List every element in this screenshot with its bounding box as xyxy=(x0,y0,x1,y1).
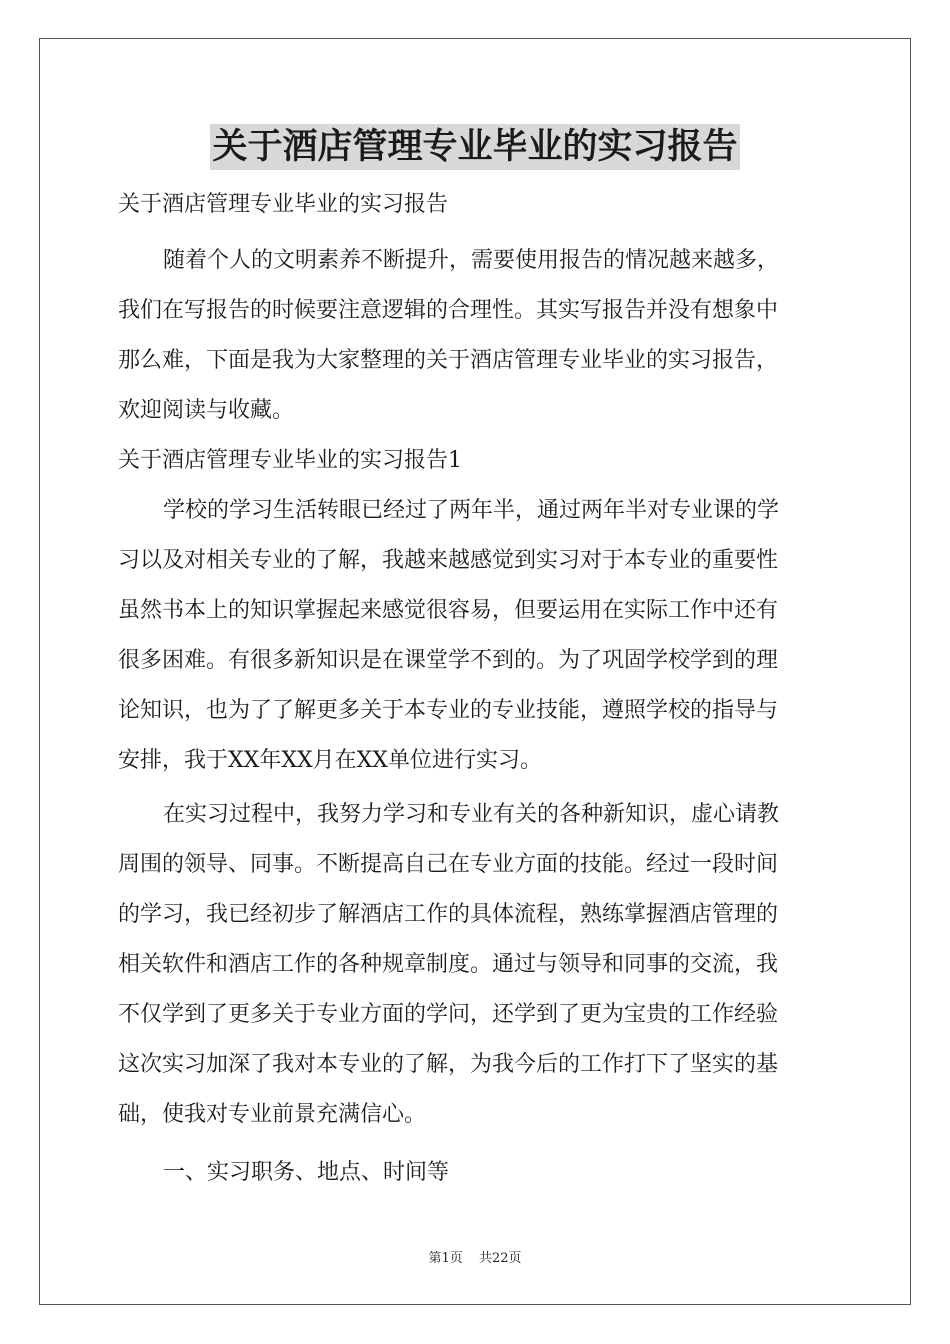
text-line: 在实习过程中，我努力学习和专业有关的各种新知识，虚心请教 xyxy=(163,802,780,827)
text-line: 学校的学习生活转眼已经过了两年半，通过两年半对专业课的学 xyxy=(163,498,780,523)
text-line: 很多困难。有很多新知识是在课堂学不到的。为了巩固学校学到的理 xyxy=(118,648,779,673)
text-line: 论知识，也为了了解更多关于本专业的专业技能，遵照学校的指导与 xyxy=(118,698,779,723)
page-number: 第1页 xyxy=(428,1251,463,1266)
text-line: 欢迎阅读与收藏。 xyxy=(118,398,295,423)
text-line: 虽然书本上的知识掌握起来感觉很容易，但要运用在实际工作中还有 xyxy=(118,598,779,623)
page-total: 共22页 xyxy=(478,1251,522,1266)
text-line: 础，使我对专业前景充满信心。 xyxy=(118,1102,427,1127)
text-line: 关于酒店管理专业毕业的实习报告 xyxy=(118,192,449,217)
text-line: 我们在写报告的时候要注意逻辑的合理性。其实写报告并没有想象中 xyxy=(118,298,779,323)
text-line: 不仅学到了更多关于专业方面的学问，还学到了更为宝贵的工作经验 xyxy=(118,1002,779,1027)
page-footer xyxy=(0,1247,950,1266)
text-line: 习以及对相关专业的了解，我越来越感觉到实习对于本专业的重要性 xyxy=(118,548,779,573)
document-title: 关于酒店管理专业毕业的实习报告 xyxy=(210,124,739,170)
text-line: 这次实习加深了我对本专业的了解，为我今后的工作打下了坚实的基 xyxy=(118,1052,779,1077)
document-title-container xyxy=(0,124,950,170)
document-body xyxy=(118,180,834,1198)
text-line: 相关软件和酒店工作的各种规章制度。通过与领导和同事的交流，我 xyxy=(118,952,779,977)
text-line: 周围的领导、同事。不断提高自己在专业方面的技能。经过一段时间 xyxy=(118,852,779,877)
text-line: 随着个人的文明素养不断提升，需要使用报告的情况越来越多， xyxy=(163,248,780,273)
text-line: 的学习，我已经初步了解酒店工作的具体流程，熟练掌握酒店管理的 xyxy=(118,902,779,927)
text-line: 关于酒店管理专业毕业的实习报告1 xyxy=(118,448,462,473)
text-line: 一、实习职务、地点、时间等 xyxy=(163,1160,450,1185)
text-line: 那么难，下面是我为大家整理的关于酒店管理专业毕业的实习报告， xyxy=(118,348,779,373)
text-line: 安排，我于XX年XX月在XX单位进行实习。 xyxy=(118,748,542,773)
